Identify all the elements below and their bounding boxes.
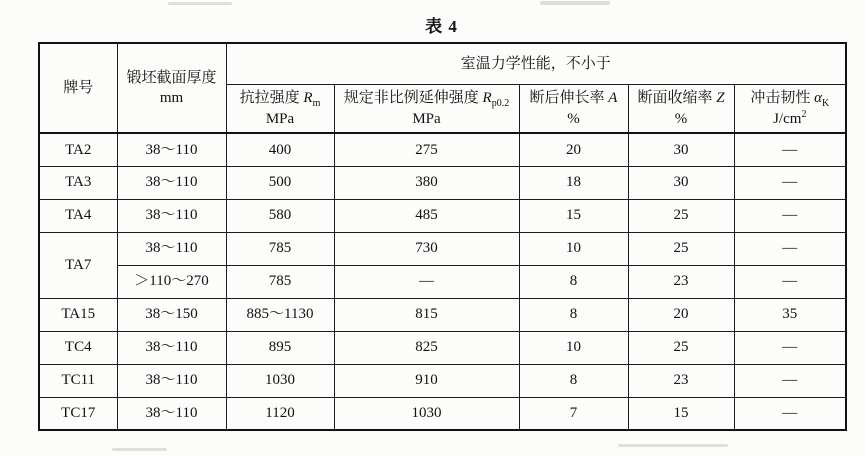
col-header-elongation-unit: %	[567, 110, 580, 127]
table-title: 表 4	[425, 17, 458, 36]
impact-cell: —	[734, 199, 846, 232]
rp02-cell: 815	[334, 298, 519, 331]
grade-cell: TA3	[39, 166, 117, 199]
impact-cell: —	[734, 331, 846, 364]
grade-cell: TC4	[39, 331, 117, 364]
col-header-tensile-unit: MPa	[265, 110, 295, 127]
table-row-ta2	[39, 133, 846, 166]
elongation-cell: 8	[519, 364, 628, 397]
table-row-tc17	[39, 397, 846, 430]
elongation-cell: 10	[519, 232, 628, 265]
col-header-grade-label: 牌号	[63, 79, 94, 96]
rm-cell: 785	[226, 232, 334, 265]
reduction-cell: 25	[628, 331, 734, 364]
reduction-cell: 30	[628, 133, 734, 166]
thickness-cell: 38～110	[117, 397, 226, 430]
elongation-cell: 15	[519, 199, 628, 232]
table-row-tc4	[39, 331, 846, 364]
impact-cell: 35	[734, 298, 846, 331]
spec-table-container	[38, 42, 847, 431]
rp02-cell: 910	[334, 364, 519, 397]
col-header-reduction-label: 断面收缩率	[637, 90, 713, 107]
impact-cell: —	[734, 265, 846, 298]
table-row-ta4	[39, 199, 846, 232]
col-header-tensile-label: 抗拉强度	[239, 90, 300, 107]
rm-cell: 400	[226, 133, 334, 166]
reduction-cell: 25	[628, 232, 734, 265]
impact-cell: —	[734, 166, 846, 199]
table-row-ta15	[39, 298, 846, 331]
rm-cell: 895	[226, 331, 334, 364]
rp02-cell: 380	[334, 166, 519, 199]
rm-cell: 1120	[226, 397, 334, 430]
grade-cell: TA7	[39, 232, 117, 298]
col-header-thickness	[117, 43, 226, 133]
reduction-cell: 30	[628, 166, 734, 199]
thickness-cell: 38～110	[117, 331, 226, 364]
col-group-header-label: 室温力学性能，不小于	[460, 55, 611, 72]
tensile-symbol-sub: m	[312, 98, 321, 110]
elongation-cell: 8	[519, 265, 628, 298]
rm-cell: 1030	[226, 364, 334, 397]
scan-artifact	[112, 448, 167, 451]
col-header-tensile-strength	[226, 85, 334, 134]
thickness-cell: 38～110	[117, 199, 226, 232]
col-header-proof-label: 规定非比例延伸强度	[343, 90, 479, 107]
grade-cell: TC11	[39, 364, 117, 397]
impact-cell: —	[734, 133, 846, 166]
reduction-cell: 15	[628, 397, 734, 430]
col-header-reduction-unit: %	[674, 110, 688, 127]
impact-symbol: α	[814, 90, 822, 107]
col-header-proof-strength	[334, 85, 519, 134]
elongation-cell: 8	[519, 298, 628, 331]
scan-artifact	[168, 2, 232, 5]
reduction-cell: 20	[628, 298, 734, 331]
elongation-cell: 20	[519, 133, 628, 166]
col-header-impact-toughness	[734, 85, 846, 134]
reduction-cell: 23	[628, 265, 734, 298]
rp02-cell: 825	[334, 331, 519, 364]
impact-cell: —	[734, 232, 846, 265]
proof-symbol-sub: p0.2	[491, 98, 510, 110]
thickness-cell: 38～110	[117, 166, 226, 199]
elongation-cell: 7	[519, 397, 628, 430]
reduction-cell: 23	[628, 364, 734, 397]
col-header-elongation-label: 断后伸长率	[529, 90, 605, 107]
col-header-impact-unit: J/cm	[773, 110, 802, 127]
proof-symbol: R	[482, 90, 492, 107]
col-header-impact-label: 冲击韧性	[750, 90, 811, 107]
col-group-header-room-temp	[226, 43, 846, 85]
spec-table	[38, 42, 847, 431]
grade-cell: TA4	[39, 199, 117, 232]
col-header-impact-unit-sup: 2	[801, 108, 807, 120]
thickness-cell: ＞110～270	[117, 265, 226, 298]
elongation-cell: 10	[519, 331, 628, 364]
rm-cell: 885～1130	[226, 298, 334, 331]
col-header-thickness-label: 锻坯截面厚度	[126, 69, 217, 86]
col-header-elongation	[519, 85, 628, 134]
rp02-cell: —	[334, 265, 519, 298]
grade-cell: TA15	[39, 298, 117, 331]
thickness-cell: 38～150	[117, 298, 226, 331]
impact-symbol-sub: K	[821, 98, 830, 110]
col-header-thickness-unit: mm	[159, 90, 184, 106]
impact-cell: —	[734, 397, 846, 430]
scan-artifact	[618, 444, 728, 447]
elongation-cell: 18	[519, 166, 628, 199]
table-row-ta7-2	[39, 265, 846, 298]
rm-cell: 785	[226, 265, 334, 298]
rp02-cell: 485	[334, 199, 519, 232]
rm-cell: 500	[226, 166, 334, 199]
table-row-ta3	[39, 166, 846, 199]
grade-cell: TC17	[39, 397, 117, 430]
table-row-ta7-1	[39, 232, 846, 265]
impact-cell: —	[734, 364, 846, 397]
reduction-symbol: Z	[716, 90, 725, 107]
col-header-reduction-of-area	[628, 85, 734, 134]
rp02-cell: 730	[334, 232, 519, 265]
col-header-proof-unit: MPa	[412, 110, 441, 127]
thickness-cell: 38～110	[117, 232, 226, 265]
tensile-symbol: R	[303, 90, 313, 107]
rm-cell: 580	[226, 199, 334, 232]
reduction-cell: 25	[628, 199, 734, 232]
col-header-grade	[39, 43, 117, 133]
elongation-symbol: A	[608, 90, 618, 107]
thickness-cell: 38～110	[117, 364, 226, 397]
rp02-cell: 1030	[334, 397, 519, 430]
grade-cell: TA2	[39, 133, 117, 166]
rp02-cell: 275	[334, 133, 519, 166]
table-row-tc11	[39, 364, 846, 397]
thickness-cell: 38～110	[117, 133, 226, 166]
scan-artifact	[540, 1, 610, 5]
